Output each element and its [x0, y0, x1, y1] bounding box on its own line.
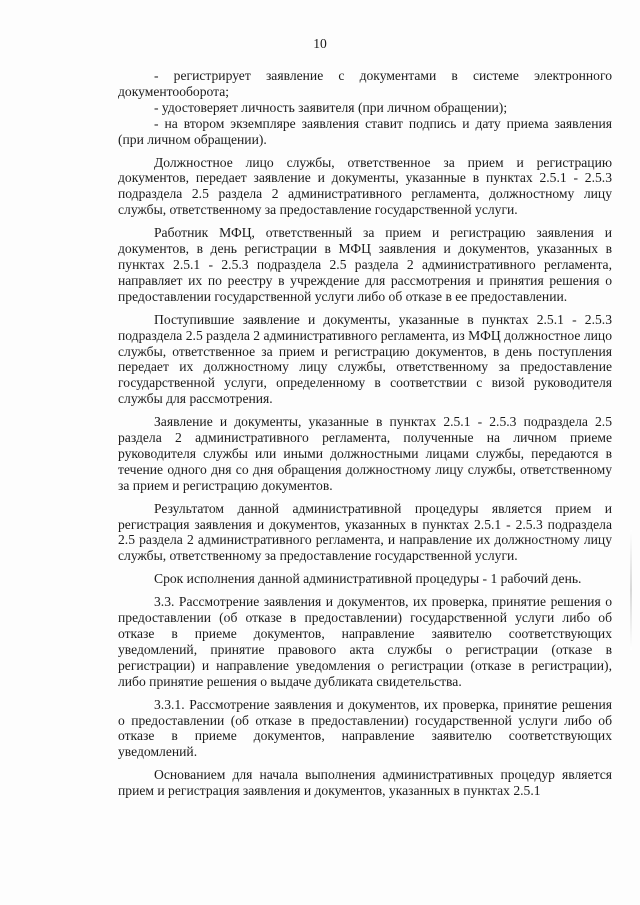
- paragraph-signature-date: - на втором экземпляре заявления ставит подпись и дату приема заявления (при личном обращении).: [118, 115, 612, 147]
- paragraph-received-from-mfc: Поступившие заявление и документы, указанные в пунктах 2.5.1 - 2.5.3 подраздела 2.5 раздела 2 административного регламента, из МФЦ должностное лицо службы, ответственное за прием и регистрацию документов, в день поступления передает их должностному лицу службы, ответственному за предоставление государственной услуги, определенному в соответствии с визой руководителя службы для рассмотрения.: [118, 311, 612, 407]
- paragraph-personal-reception: Заявление и документы, указанные в пунктах 2.5.1 - 2.5.3 подраздела 2.5 раздела 2 административного регламента, полученные на личном приеме руководителя службы или иными должностными лицами службы, передаются в течение одного дня со дня обращения должностному лицу службы, ответственному за прием и регистрацию документов.: [118, 414, 612, 493]
- section-3-3-heading: 3.3. Рассмотрение заявления и документов, их проверка, принятие решения о предоставлении (об отказе в предоставлении) государственной услуги либо об отказе в приеме документов, направление заявителю соответствующих уведомлений, принятие правового акта службы о регистрации (отказе в регистрации) и направление уведомления о регистрации (отказе в регистрации), либо принятие решения о выдаче дубликата свидетельства.: [118, 594, 612, 689]
- scan-edge-mark: [630, 530, 632, 650]
- paragraph-grounds-for-start: Основанием для начала выполнения административных процедур является прием и регистрация заявления и документов, указанных в пунктах 2.5.1: [118, 767, 612, 799]
- paragraph-procedure-term: Срок исполнения данной административной процедуры - 1 рабочий день.: [154, 571, 582, 587]
- paragraph-registration-edms: - регистрирует заявление с документами в системе электронного документооборота;: [118, 68, 612, 99]
- paragraph-procedure-result: Результатом данной административной процедуры является прием и регистрация заявления и документов, указанных в пунктах 2.5.1 - 2.5.3 подраздела 2.5 раздела 2 административного регламента, и направление их должностному лицу службы, ответственному за предоставление государственной услуги.: [118, 500, 612, 564]
- section-3-3-1-heading: 3.3.1. Рассмотрение заявления и документов, их проверка, принятие решения о предоставлении (об отказе в предоставлении) государственной услуги либо об отказе в приеме документов, направление заявителю соответствующих уведомлений.: [118, 696, 612, 760]
- paragraph-identity-check: - удостоверяет личность заявителя (при личном обращении);: [154, 99, 508, 115]
- paragraph-mfc-worker: Работник МФЦ, ответственный за прием и регистрацию заявления и документов, в день регистрации в МФЦ заявления и документов, указанных в пунктах 2.5.1 - 2.5.3 подраздела 2.5 раздела 2 административного регламента, направляет их по реестру в учреждение для рассмотрения и принятия решения о предоставлении государственной услуги либо об отказе в ее предоставлении.: [118, 225, 612, 304]
- page-number: 10: [313, 36, 327, 51]
- paragraph-official-transfer: Должностное лицо службы, ответственное за прием и регистрацию документов, передает заявление и документы, указанные в пунктах 2.5.1 - 2.5.3 подраздела 2.5 раздела 2 административного регламента, должностному лицу службы, ответственному за предоставление государственной услуги.: [118, 154, 612, 218]
- document-body: [118, 68, 612, 806]
